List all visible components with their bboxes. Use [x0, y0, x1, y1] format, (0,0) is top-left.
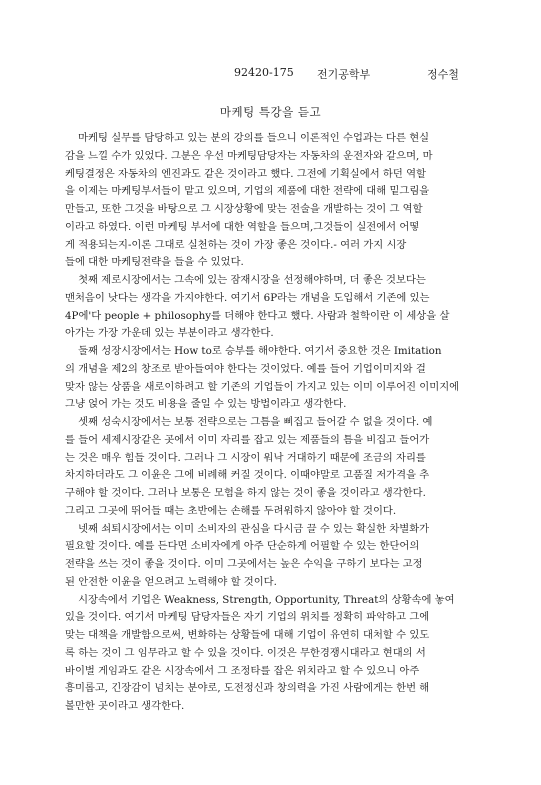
essay-body [65, 130, 480, 716]
text-line: 차지하더라도 그 이윤은 그에 비례해 커질 것이다. 이때야말로 고품질 저가격을 추 [65, 469, 430, 482]
text-line: 게 적용되는지-이론 그대로 실천하는 것이 가장 좋은 것이다.- 여러 가지 시장 [65, 238, 407, 251]
text-line: 맨처음이 낫다는 생각을 가지야한다. 여기서 6P라는 개념을 도입해서 기존에 있는 [65, 291, 430, 304]
text-line: 필요할 것이다. 예를 든다면 소비자에게 아주 단순하게 어필할 수 있는 한단어의 [65, 540, 420, 553]
text-line: 감을 느낄 수가 있었다. 그분은 우선 마케팅담당자는 자동차의 운전자와 같으며, 마 [65, 149, 433, 162]
text-line: 4P에'다 people + philosophy를 더해야 한다고 했다. 사람과 철학이란 이 세상을 살 [65, 309, 450, 322]
text-line: 구해야 할 것이다. 그러나 보통은 모험을 하지 않는 것이 좋을 것이라고 생각한다. [65, 487, 426, 499]
text-line: 둘째 성장시장에서는 How to로 승부를 해야한다. 여기서 중요한 것은 Imitation [65, 345, 442, 357]
text-line: 이라고 하였다. 이런 마케팅 부서에 대한 역할을 들으며,그것들이 실전에서 어떻 [65, 220, 420, 233]
text-line: 볼만한 곳이라고 생각한다. [65, 700, 185, 712]
text-line: 의 개념을 제2의 창조로 받아들여야 한다는 것이었다. 예를 들어 기업이미지와 걸 [65, 362, 426, 375]
author-name: 정수철 [427, 68, 459, 81]
text-line: 셋째 성숙시장에서는 보통 전략으로는 그틈을 삐집고 들어갈 수 없을 것이다. 예 [65, 416, 433, 428]
text-line: 흥미롭고, 긴장감이 넘치는 분야로, 도전정신과 창의력을 가진 사람에게는 한번 해 [65, 682, 430, 695]
text-line: 된 안전한 이윤을 얻으려고 노력해야 할 것이다. [65, 575, 277, 588]
text-line: 바이벌 게임과도 같은 시장속에서 그 조정타를 잡은 위치라고 할 수 있으니 아주 [65, 664, 420, 677]
text-line: 첫째 제로시장에서는 그속에 있는 잠재시장을 선정해야하며, 더 좋은 것보다는 [65, 274, 426, 286]
text-line: 마케팅 실무를 담당하고 있는 분의 강의를 들으니 이론적인 수업과는 다른 현실 [65, 132, 430, 144]
text-line: 는 것은 매우 힘들 것이다. 그러나 그 시장이 워낙 거대하기 때문에 조금의 자리를 [65, 451, 426, 464]
document-header [0, 66, 541, 82]
text-line: 들에 대한 마케팅전략을 들을 수 있었다. [65, 256, 244, 269]
student-id: 92420-175 [234, 66, 294, 79]
text-line: 만들고, 또한 그것을 바탕으로 그 시장상황에 맞는 전술을 개발하는 것이 그 역할 [65, 203, 423, 215]
text-line: 을 이제는 마케팅부서들이 맡고 있으며, 기업의 제품에 대한 전략에 대해 밑그림을 [65, 185, 430, 198]
text-line: 아가는 가장 가운데 있는 부분이라고 생각한다. [65, 327, 274, 340]
text-line: 그냥 얹어 가는 것도 비용을 줄일 수 있는 방법이라고 생각한다. [65, 398, 347, 411]
text-line: 를 들어 세제시장같은 곳에서 이미 자리를 잡고 있는 제품들의 틈을 비집고 들어가 [65, 433, 430, 446]
text-line: 맞는 대책을 개발함으로써, 변화하는 상황들에 대해 기업이 유연히 대처할 수 있도 [65, 629, 430, 641]
text-line: 록 하는 것이 그 임무라고 할 수 있을 것이다. 이것은 무한경쟁시대라고 현대의 서 [65, 646, 426, 659]
text-line: 넷째 쇠퇴시장에서는 이미 소비자의 관심을 다시금 끌 수 있는 확실한 차별화가 [65, 522, 430, 535]
department: 전기공학부 [317, 68, 371, 81]
text-line: 전략을 쓰는 것이 좋을 것이다. 이미 그곳에서는 높은 수익을 구하기 보다는 고정 [65, 558, 423, 570]
text-line: 그리고 그곳에 뛰어들 때는 초반에는 손해를 두려워하지 않아야 할 것이다. [65, 504, 397, 517]
text-line: 시장속에서 기업은 Weakness, Strength, Opportunity, Threat의 상황속에 놓여 [65, 593, 455, 606]
document-title: 마케팅 특강을 듣고 [219, 105, 322, 119]
text-line: 맞자 않는 상품을 새로이하려고 할 기존의 기업들이 가지고 있는 이미 이루어진 이미지에 [65, 380, 460, 393]
text-line: 있을 것이다. 여기서 마케팅 담당자들은 자기 기업의 위치를 정확히 파악하고 그에 [65, 611, 430, 624]
text-line: 케팅결정은 자동차의 엔진과도 같은 것이라고 했다. 그전에 기획실에서 하던 역할 [65, 167, 426, 180]
